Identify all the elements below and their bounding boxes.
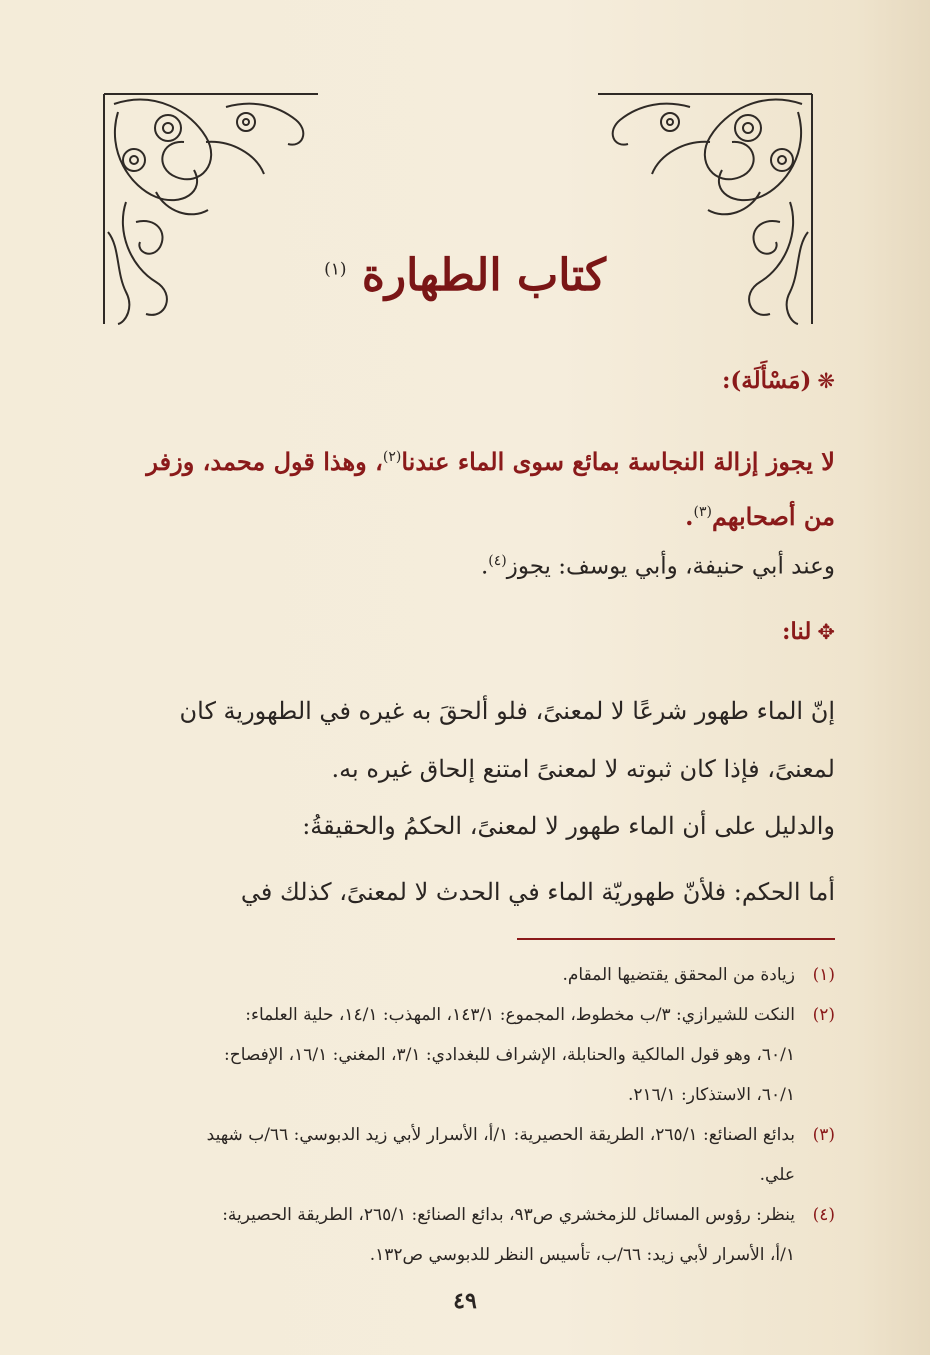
- footnote-number: (٣): [812, 1125, 835, 1145]
- footnote-number: (١): [812, 965, 835, 985]
- footnote-line: ١/أ، الأسرار لأبي زيد: ٦٦/ب، تأسيس النظر للدبوسي ص١٣٢.: [369, 1245, 795, 1265]
- footnote-line: بدائع الصنائع: ٢٦٥/١، الطريقة الحصيرية: ١/أ، الأسرار لأبي زيد الدبوسي: ٦٦/ب شهيد: [206, 1125, 795, 1145]
- ruling-line-1: [100, 432, 835, 487]
- footnote-3: [100, 1115, 835, 1195]
- lana-label: لنا:: [781, 618, 812, 645]
- argument-line-1: إنّ الماء طهور شرعًا لا لمعنىً، فلو ألحقَ به غيره في الطهورية كان: [179, 697, 835, 725]
- ruling-line-1-text: لا يجوز إزالة النجاسة بمائع سوى الماء عندنا: [401, 447, 835, 476]
- footnote-ref-3: (٣): [693, 504, 712, 520]
- snowflake-ornament-icon: ❋: [817, 369, 835, 393]
- footnote-4: [100, 1195, 835, 1275]
- footnotes: [100, 955, 835, 1275]
- footnote-ref-4: (٤): [488, 553, 507, 569]
- ruling-line-2-tail: .: [685, 502, 694, 531]
- evidence-paragraph: والدليل على أن الماء طهور لا لمعنىً، الحكمُ والحقيقةُ:: [302, 812, 835, 840]
- chapter-title-text: كتاب الطهارة: [361, 250, 606, 301]
- footnote-line: زيادة من المحقق يقتضيها المقام.: [562, 965, 795, 985]
- page-number: ٤٩: [453, 1288, 477, 1314]
- footnote-number: (٤): [812, 1205, 835, 1225]
- ruling-paragraph-continued: أما الحكم: فلأنّ طهوريّة الماء في الحدث لا لمعنىً، كذلك في: [240, 878, 835, 906]
- footnote-2: [100, 995, 835, 1115]
- opinion-text: وعند أبي حنيفة، وأبي يوسف: يجوز: [506, 553, 835, 580]
- footnote-ref-2: (٢): [382, 449, 402, 465]
- footnote-divider: [517, 938, 835, 940]
- opinion-line: [100, 553, 835, 580]
- opinion-tail: .: [480, 553, 489, 580]
- footnote-line: ٦٠/١، وهو قول المالكية والحنابلة، الإشراف للبغدادي: ٣/١، المغني: ١٦/١، الإفصاح:: [224, 1045, 795, 1065]
- argument-line-2: لمعنىً، فإذا كان ثبوته لا لمعنىً امتنع إلحاق غيره به.: [331, 755, 835, 783]
- masalah-label: (مَسْأَلَة):: [721, 367, 812, 394]
- ruling-line-2-text: من أصحابهم: [711, 502, 835, 531]
- ruling-line-2: [100, 487, 835, 542]
- ruling-line-1-tail: ، وهذا قول محمد، وزفر: [146, 447, 383, 476]
- footnote-number: (٢): [812, 1005, 835, 1025]
- footnote-1: [100, 955, 835, 995]
- footnote-line: ينظر: رؤوس المسائل للزمخشري ص٩٣، بدائع الصنائع: ٢٦٥/١، الطريقة الحصيرية:: [222, 1205, 795, 1225]
- footnote-line: النكت للشيرازي: ٣/ب مخطوط، المجموع: ١٤٣/١، المهذب: ١٤/١، حلية العلماء:: [245, 1005, 795, 1025]
- masalah-heading: [100, 367, 835, 394]
- ruling-paragraph: [100, 432, 835, 542]
- lana-heading: [100, 618, 835, 645]
- footnote-line: علي.: [759, 1165, 795, 1185]
- argument-paragraph: [100, 682, 835, 798]
- footnote-line: ٦٠/١، الاستذكار: ٢١٦/١.: [627, 1085, 795, 1105]
- chapter-title: [0, 250, 930, 301]
- flower-ornament-icon: ✥: [817, 620, 835, 644]
- chapter-title-footnote-ref: (١): [324, 259, 347, 280]
